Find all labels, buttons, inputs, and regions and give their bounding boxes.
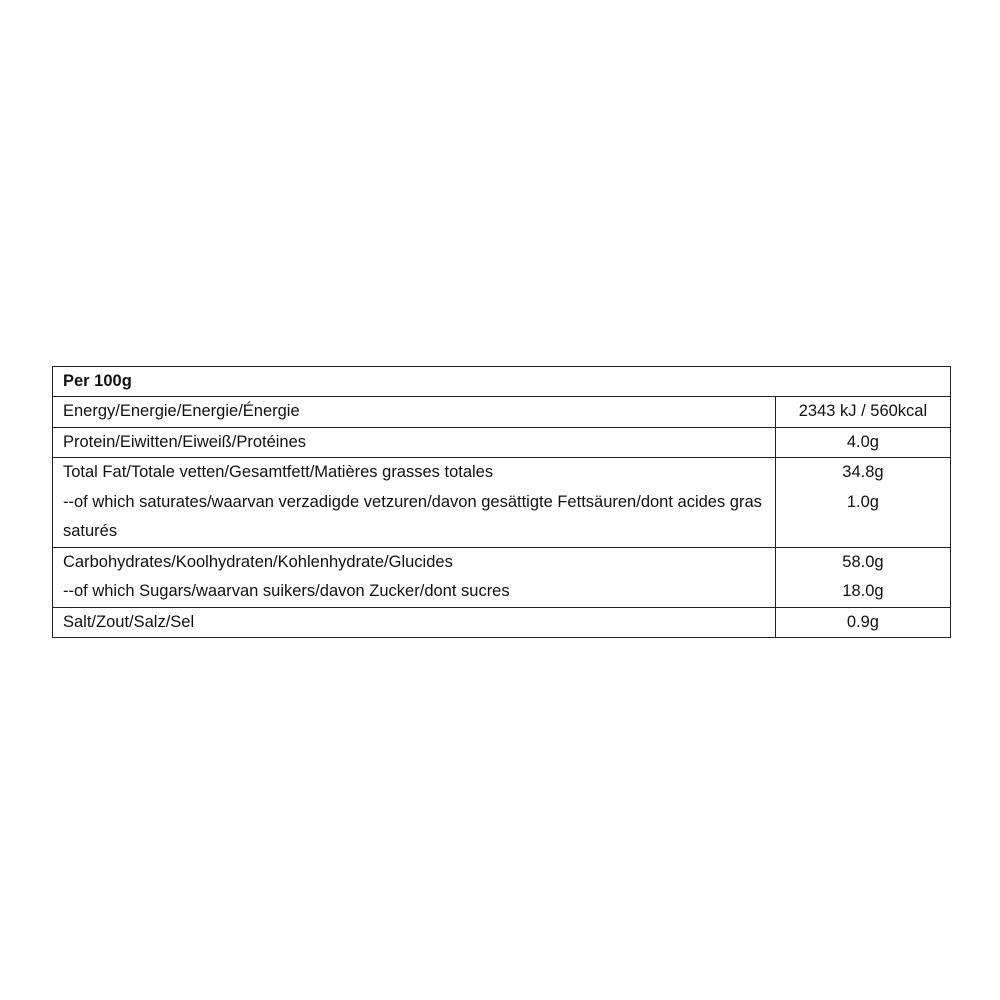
nutrient-value-cell xyxy=(775,397,950,428)
table-row-carbohydrates xyxy=(53,547,951,607)
nutrient-label: Protein/Eiwitten/Eiweiß/Protéines xyxy=(63,432,307,451)
nutrient-value-cell xyxy=(775,427,950,458)
nutrient-value: 34.8g xyxy=(842,463,884,481)
per-100g-header: Per 100g xyxy=(53,367,951,397)
nutrient-value: 2343 kJ / 560kcal xyxy=(798,402,928,420)
nutrient-value-cell xyxy=(775,547,950,607)
table-row-salt xyxy=(53,607,951,638)
nutrient-sublabel: --of which Sugars/waarvan suikers/davon Zucker/dont sucres xyxy=(63,582,510,600)
nutrient-label: Total Fat/Totale vetten/Gesamtfett/Matières grasses totales xyxy=(63,463,494,481)
nutrient-label-cell xyxy=(53,458,776,548)
table-row-protein xyxy=(53,427,951,458)
nutrient-subvalue: 18.0g xyxy=(842,582,884,600)
nutrient-value: 58.0g xyxy=(842,552,884,571)
table-row-energy xyxy=(53,397,951,428)
nutrient-value-cell xyxy=(775,458,950,548)
nutrient-value-cell xyxy=(775,607,950,638)
nutrient-label: Energy/Energie/Energie/Énergie xyxy=(63,402,300,420)
nutrient-label: Salt/Zout/Salz/Sel xyxy=(63,612,195,631)
nutrient-label: Carbohydrates/Koolhydraten/Kohlenhydrate/Glucides xyxy=(63,552,453,571)
table-header-row xyxy=(53,367,951,397)
nutrient-sublabel: --of which saturates/waarvan verzadigde vetzuren/davon gesättigte Fettsäuren/dont acides gras saturés xyxy=(63,492,762,540)
nutrient-label-cell xyxy=(53,397,776,428)
nutrient-label-cell xyxy=(53,427,776,458)
nutrient-label-cell xyxy=(53,607,776,638)
nutrient-value: 0.9g xyxy=(846,612,879,631)
table-row-fat xyxy=(53,458,951,548)
nutrition-table xyxy=(52,366,951,638)
nutrient-subvalue: 1.0g xyxy=(846,492,879,511)
nutrient-value: 4.0g xyxy=(846,432,879,451)
nutrient-label-cell xyxy=(53,547,776,607)
